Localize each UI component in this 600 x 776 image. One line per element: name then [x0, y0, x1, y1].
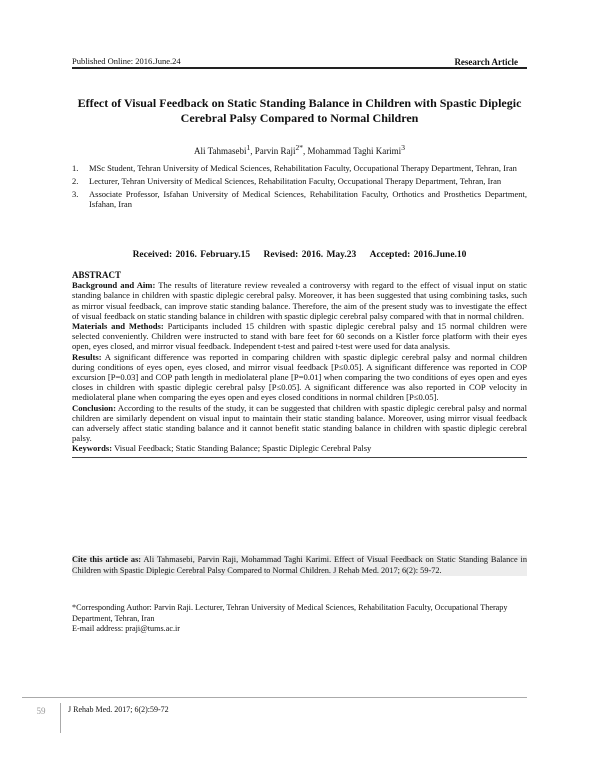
corresponding-email: E-mail address: praji@tums.ac.ir: [72, 624, 181, 634]
affiliation-text: Lecturer, Tehran University of Medical Sciences, Rehabilitation Faculty, Occupational Therapy Department, Tehran, Iran: [89, 175, 502, 186]
author-affil-mark: 3: [401, 143, 405, 152]
corresponding-author: [72, 603, 527, 635]
background-text: The results of literature review revealed a controversy with regard to the effect of visual input on static standing balance in children with spastic diplegic cerebral palsy. Moreover, it has been suggested that using combining tasks, such as mirror visual feedback, can improve static standing balance. Therefore, the aim of the present study was to investigate the effect of visual feedback on static standing balance in children with spastic diplegic cerebral palsy compared with that in normal children.: [72, 280, 527, 321]
abstract-section: [72, 270, 527, 458]
methods-label: Materials and Methods:: [72, 321, 164, 332]
article-dates: [72, 250, 527, 260]
published-date: Published Online: 2016.June.24: [72, 56, 181, 66]
conclusion-text: According to the results of the study, it can be suggested that children with spastic diplegic cerebral palsy and normal children are similarly dependent on visual input to maintain their static standing balance. Moreover, using mirror visual feedback can adversely affect static standing balance and it cannot benefit static standing balance in children with spastic diplegic cerebral palsy.: [72, 402, 527, 444]
citation-text: Ali Tahmasebi, Parvin Raji, Mohammad Taghi Karimi. Effect of Visual Feedback on Static Standing Balance in Children with Spastic Diplegic Cerebral Palsy Compared to Normal Children. J Rehab Med. 2017; 6(2): 59-72.: [72, 555, 527, 575]
results-label: Results:: [72, 351, 102, 362]
journal-reference: J Rehab Med. 2017; 6(2):59-72: [68, 705, 169, 714]
affiliation-text: MSc Student, Tehran University of Medical Sciences, Rehabilitation Faculty, Occupational Therapy Department, Tehran, Iran: [89, 163, 517, 173]
author-name: Mohammad Taghi Karimi: [307, 146, 402, 156]
received-date: Received: 2016. February.15: [132, 250, 251, 260]
author-list: Ali Tahmasebi$^1$, Parvin Raji$^{2*}$, Mohammad Taghi Karimi$^3$: [194, 143, 405, 156]
affiliation-text: Associate Professor, Isfahan University of Medical Sciences, Rehabilitation Faculty, Orthotics and Prosthetics Department, Isfahan, Iran: [89, 188, 527, 210]
header-divider: [72, 67, 527, 69]
affiliation-item: [72, 163, 527, 174]
affiliation-item: [72, 189, 527, 211]
abstract-conclusion: [72, 403, 527, 444]
affiliation-number: 2.: [72, 175, 79, 186]
citation-box: [72, 555, 527, 576]
revised-date: Revised: 2016. May.23: [263, 250, 357, 260]
abstract-keywords: [72, 443, 527, 453]
keywords-text: Visual Feedback; Static Standing Balance; Spastic Diplegic Cerebral Palsy: [112, 443, 372, 454]
keywords-label: Keywords:: [72, 443, 113, 454]
abstract-results: [72, 352, 527, 403]
affiliation-list: [72, 163, 527, 212]
corresponding-author-text: *Corresponding Author: Parvin Raji. Lecturer, Tehran University of Medical Sciences, Rehabilitation Faculty, Occupational Therapy Department, Tehran, Iran: [72, 603, 508, 623]
footer-divider: [22, 697, 527, 698]
keywords-divider: [72, 457, 527, 458]
citation-label: Cite this article as:: [72, 555, 142, 564]
article-type: Research Article: [454, 57, 518, 67]
abstract-heading: ABSTRACT: [72, 270, 122, 280]
methods-text: Participants included 15 children with spastic diplegic cerebral palsy and 15 normal children were selected conveniently. Children were instructed to stand with bare feet for 60 seconds on a Kistler force platform with their eyes open, eyes closed, and mirror visual feedback. Independent t-test and paired t-test were used for data analysis.: [72, 321, 527, 352]
author-name: Parvin Raji: [254, 146, 296, 156]
author-name: Ali Tahmasebi: [194, 146, 247, 156]
results-text: A significant difference was reported in comparing children with spastic diplegic cerebral palsy and normal children during conditions of eyes open, eyes closed, and mirror visual feedback [P≤0.05]. A significant difference was reported in COP excursion [P=0.03] and COP path length in mediolateral plane [P=0.01] when comparing the two conditions of eyes open and eyes closes in children with spastic diplegic cerebral palsy [P≤0.05]. A significant difference was also reported in COP velocity in mediolateral plane when comparing the eyes open and eyes closed conditions in normal children [P≤0.05].: [72, 351, 527, 403]
article-title: Effect of Visual Feedback on Static Standing Balance in Children with Spastic Diplegic Cerebral Palsy Compared to Normal Children: [77, 96, 522, 125]
affiliation-number: 3.: [72, 188, 79, 199]
background-label: Background and Aim:: [72, 280, 156, 291]
author-affil-mark: 1: [246, 143, 251, 152]
accepted-date: Accepted: 2016.June.10: [369, 250, 467, 260]
abstract-methods: [72, 321, 527, 352]
conclusion-label: Conclusion:: [72, 402, 116, 413]
affiliation-item: [72, 176, 527, 187]
affiliation-number: 1.: [72, 163, 79, 173]
author-affil-mark: 2*: [295, 143, 303, 152]
page-number: 59: [22, 703, 61, 733]
abstract-background: [72, 280, 527, 321]
